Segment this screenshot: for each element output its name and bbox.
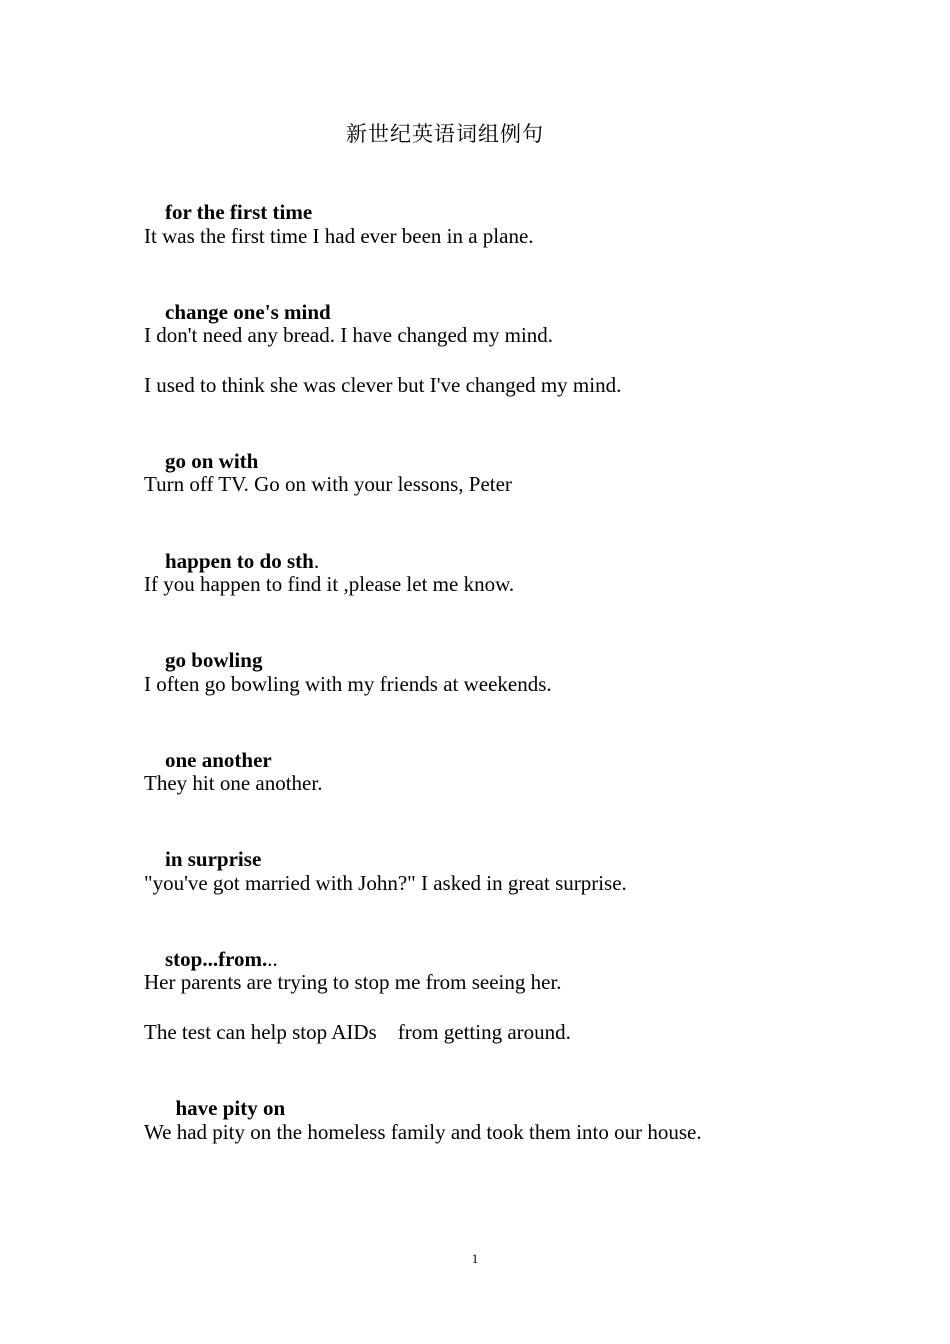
phrase-suffix: .	[313, 549, 320, 573]
phrase-text: go bowling	[165, 648, 263, 672]
phrase-text: have pity on	[165, 1096, 286, 1120]
example-sentence: I don't need any bread. I have changed my mind.	[144, 323, 554, 347]
phrase-text: happen to do sth	[165, 549, 314, 573]
phrase-text: change one's mind	[165, 300, 331, 324]
phrase-text: for the first time	[165, 200, 313, 224]
page-number: 1	[471, 1251, 479, 1266]
phrase-text: stop...from.	[165, 947, 268, 971]
example-sentence: It was the first time I had ever been in a plane.	[144, 224, 534, 248]
example-sentence: I often go bowling with my friends at weekends.	[144, 672, 552, 696]
example-sentence: Her parents are trying to stop me from seeing her.	[144, 970, 562, 994]
example-sentence: "you've got married with John?" I asked in great surprise.	[144, 871, 627, 895]
phrase-text: go on with	[165, 449, 259, 473]
page-title: 新世纪英语词组例句	[346, 122, 544, 146]
example-sentence: Turn off TV. Go on with your lessons, Peter	[144, 472, 512, 496]
example-sentence: I used to think she was clever but I've changed my mind.	[144, 373, 622, 397]
phrase-text: in surprise	[165, 847, 262, 871]
example-sentence: If you happen to find it ,please let me know.	[144, 572, 515, 596]
example-sentence: The test can help stop AIDs from getting around.	[144, 1020, 571, 1044]
phrase-suffix: ..	[267, 947, 278, 971]
example-sentence: We had pity on the homeless family and took them into our house.	[144, 1120, 702, 1144]
phrase-text: one another	[165, 748, 272, 772]
example-sentence: They hit one another.	[144, 771, 323, 795]
